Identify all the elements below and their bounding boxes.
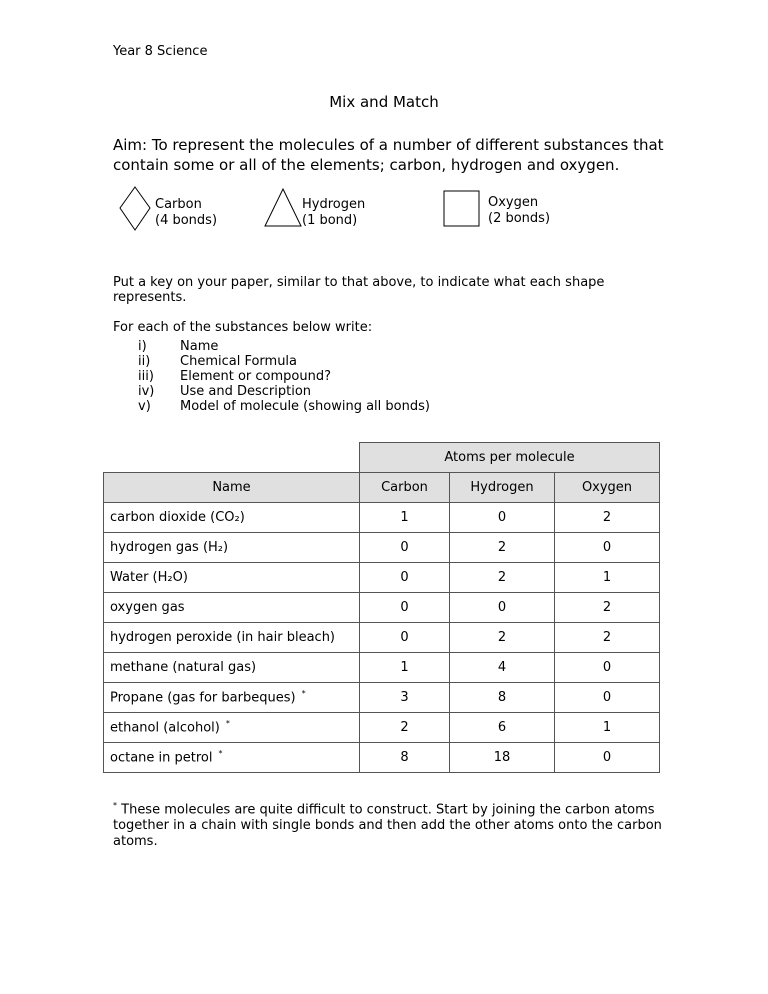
table-row — [104, 503, 660, 533]
footnote-marker: * — [301, 689, 306, 699]
cell-oxygen: 0 — [555, 743, 660, 773]
cell-hydrogen: 18 — [450, 743, 555, 773]
cell-name — [104, 623, 360, 653]
cell-carbon: 8 — [360, 743, 450, 773]
cell-oxygen: 1 — [555, 563, 660, 593]
cell-carbon: 3 — [360, 683, 450, 713]
list-item-text: Name — [180, 339, 219, 354]
aim-text: : To represent the molecules of a number of different substances that contain some or all of the elements; carbon, hydrogen and oxygen. — [113, 136, 664, 174]
instruction-key: Put a key on your paper, similar to that above, to indicate what each shape represents. — [113, 275, 605, 305]
column-header-carbon: Carbon — [360, 473, 450, 503]
cell-name — [104, 563, 360, 593]
cell-name — [104, 593, 360, 623]
column-header-oxygen: Oxygen — [555, 473, 660, 503]
table-blank-cell — [104, 443, 360, 473]
list-item — [113, 354, 430, 369]
aim-paragraph — [113, 135, 673, 175]
cell-carbon: 1 — [360, 503, 450, 533]
cell-oxygen: 0 — [555, 533, 660, 563]
key-oxygen-label — [488, 195, 550, 227]
cell-name — [104, 713, 360, 743]
cell-name — [104, 743, 360, 773]
cell-oxygen: 2 — [555, 623, 660, 653]
substance-name: oxygen gas — [110, 600, 185, 615]
list-item-text: Use and Description — [180, 384, 312, 399]
column-header-hydrogen: Hydrogen — [450, 473, 555, 503]
group-header: Atoms per molecule — [360, 443, 660, 473]
key-hydrogen-label — [302, 197, 365, 229]
key-carbon-bonds: (4 bonds) — [155, 213, 218, 228]
cell-carbon: 0 — [360, 593, 450, 623]
substance-name: methane (natural gas) — [110, 660, 257, 675]
aim-label: Aim — [113, 136, 143, 154]
cell-carbon: 0 — [360, 533, 450, 563]
table-row — [104, 533, 660, 563]
cell-name — [104, 533, 360, 563]
table-group-header-row — [104, 443, 660, 473]
table-row — [104, 743, 660, 773]
list-item-text: Chemical Formula — [180, 354, 298, 369]
cell-name — [104, 683, 360, 713]
footnote — [113, 798, 673, 850]
cell-hydrogen: 0 — [450, 593, 555, 623]
table-row — [104, 713, 660, 743]
key-oxygen-name: Oxygen — [488, 195, 539, 210]
cell-carbon: 2 — [360, 713, 450, 743]
triangle-icon — [263, 188, 303, 228]
footnote-text: These molecules are quite difficult to construct. Start by joining the carbon atoms together in a chain with single bonds and then add the other atoms onto the carbon atoms. — [113, 802, 662, 850]
cell-hydrogen: 6 — [450, 713, 555, 743]
substance-name: hydrogen gas (H₂) — [110, 540, 229, 555]
key-hydrogen-name: Hydrogen — [302, 197, 366, 212]
list-item-number: iii) — [138, 369, 154, 384]
substance-name: hydrogen peroxide (in hair bleach) — [110, 630, 336, 645]
cell-hydrogen: 4 — [450, 653, 555, 683]
cell-hydrogen: 0 — [450, 503, 555, 533]
cell-hydrogen: 2 — [450, 533, 555, 563]
cell-carbon: 0 — [360, 563, 450, 593]
atoms-table — [103, 442, 660, 773]
cell-name — [104, 653, 360, 683]
table-row — [104, 593, 660, 623]
cell-oxygen: 0 — [555, 683, 660, 713]
list-item-text: Model of molecule (showing all bonds) — [180, 399, 430, 414]
key-hydrogen-bonds: (1 bond) — [302, 213, 358, 228]
cell-oxygen: 0 — [555, 653, 660, 683]
key-carbon-label — [155, 197, 217, 229]
substance-name: octane in petrol — [110, 750, 213, 766]
instruction-list — [113, 339, 430, 414]
substance-name: Propane (gas for barbeques) — [110, 690, 296, 706]
cell-oxygen: 1 — [555, 713, 660, 743]
cell-oxygen: 2 — [555, 503, 660, 533]
cell-carbon: 0 — [360, 623, 450, 653]
list-item-number: v) — [138, 399, 151, 414]
key-carbon-name: Carbon — [155, 197, 202, 212]
list-item — [113, 369, 430, 384]
list-item-number: i) — [138, 339, 147, 354]
footnote-marker: * — [218, 749, 223, 759]
table-row — [104, 653, 660, 683]
footnote-star: * — [113, 801, 117, 810]
list-item-number: iv) — [138, 384, 155, 399]
page-title: Mix and Match — [329, 93, 439, 111]
substance-name: Water (H₂O) — [110, 570, 188, 585]
substance-name: carbon dioxide (CO₂) — [110, 510, 245, 525]
list-item-number: ii) — [138, 354, 151, 369]
list-item — [113, 384, 430, 399]
list-item — [113, 399, 430, 414]
cell-hydrogen: 2 — [450, 623, 555, 653]
column-header-name: Name — [104, 473, 360, 503]
key-oxygen-bonds: (2 bonds) — [488, 211, 551, 226]
header-subject: Year 8 Science — [113, 44, 208, 59]
square-icon — [443, 190, 481, 228]
cell-carbon: 1 — [360, 653, 450, 683]
cell-hydrogen: 2 — [450, 563, 555, 593]
cell-hydrogen: 8 — [450, 683, 555, 713]
table-row — [104, 563, 660, 593]
table-row — [104, 623, 660, 653]
table-header-row — [104, 473, 660, 503]
cell-name — [104, 503, 360, 533]
cell-oxygen: 2 — [555, 593, 660, 623]
list-item-text: Element or compound? — [180, 369, 331, 384]
instruction-list-intro: For each of the substances below write: — [113, 320, 373, 335]
table-row — [104, 683, 660, 713]
footnote-marker: * — [225, 719, 230, 729]
substance-name: ethanol (alcohol) — [110, 720, 220, 736]
diamond-icon — [118, 186, 152, 232]
list-item — [113, 339, 430, 354]
